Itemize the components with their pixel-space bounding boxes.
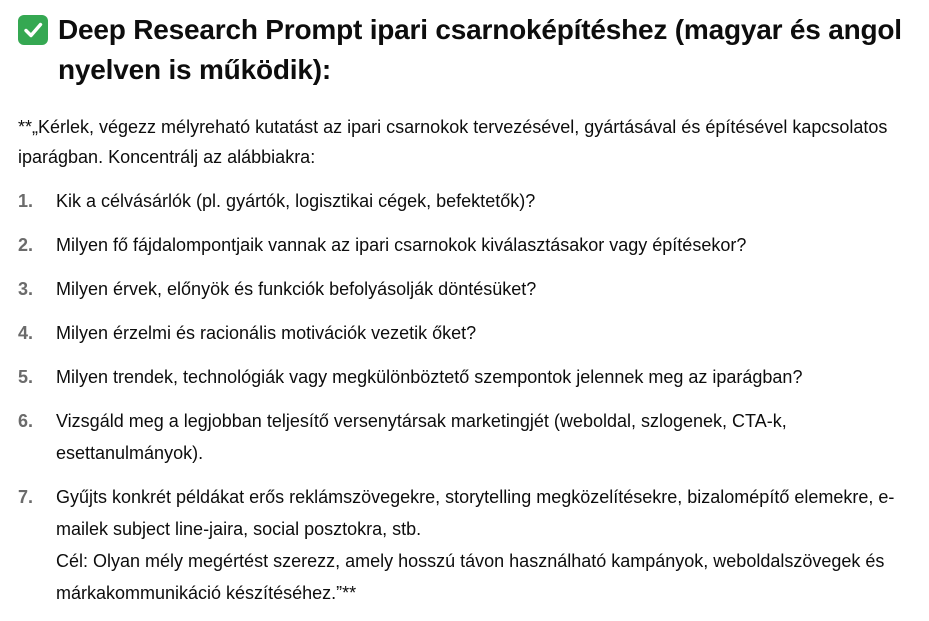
list-number: 4. — [18, 323, 34, 343]
list-item — [18, 317, 918, 349]
list-item-text: Gyűjts konkrét példákat erős reklámszövegekre, storytelling megközelítésekre, bizalomépítő elemekre, e-mailek subject line-jaira, social posztokra, stb. — [56, 487, 895, 539]
list-item-text: Kik a célvásárlók (pl. gyártók, logisztikai cégek, befektetők)? — [56, 191, 536, 211]
list-item — [18, 481, 918, 609]
document — [18, 10, 918, 621]
list-item — [18, 405, 918, 469]
list-item-text: Milyen fő fájdalompontjaik vannak az ipari csarnokok kiválasztásakor vagy építésekor? — [56, 235, 747, 255]
list-item-text: Milyen érzelmi és racionális motivációk vezetik őket? — [56, 323, 477, 343]
list-item — [18, 229, 918, 261]
page-title-text: Deep Research Prompt ipari csarnoképítéshez (magyar és angol nyelven is működik): — [58, 14, 902, 85]
list-number: 3. — [18, 279, 34, 299]
page-title — [18, 10, 918, 90]
list-item — [18, 361, 918, 393]
list-number: 7. — [18, 487, 34, 507]
list-item-text: Milyen érvek, előnyök és funkciók befolyásolják döntésüket? — [56, 279, 537, 299]
list-item-text: Vizsgáld meg a legjobban teljesítő versenytársak marketingjét (weboldal, szlogenek, CTA-k, esettanulmányok). — [56, 411, 787, 463]
intro-paragraph: **„Kérlek, végezz mélyreható kutatást az ipari csarnokok tervezésével, gyártásával és építésével kapcsolatos iparágban. Koncentrálj az alábbiakra: — [18, 117, 888, 167]
list-number: 5. — [18, 367, 34, 387]
list-number: 2. — [18, 235, 34, 255]
goal-text: Cél: Olyan mély megértést szerezz, amely hosszú távon használható kampányok, weboldalszövegek és márkakommunikáció készítéséhez.”** — [56, 551, 885, 603]
list-number: 1. — [18, 191, 34, 211]
list-item-text: Milyen trendek, technológiák vagy megkülönböztető szempontok jelennek meg az iparágban? — [56, 367, 803, 387]
question-list — [18, 185, 918, 609]
check-mark-button-icon — [18, 15, 48, 45]
list-number: 6. — [18, 411, 34, 431]
list-item — [18, 273, 918, 305]
list-item — [18, 185, 918, 217]
list-item-body — [56, 481, 918, 609]
